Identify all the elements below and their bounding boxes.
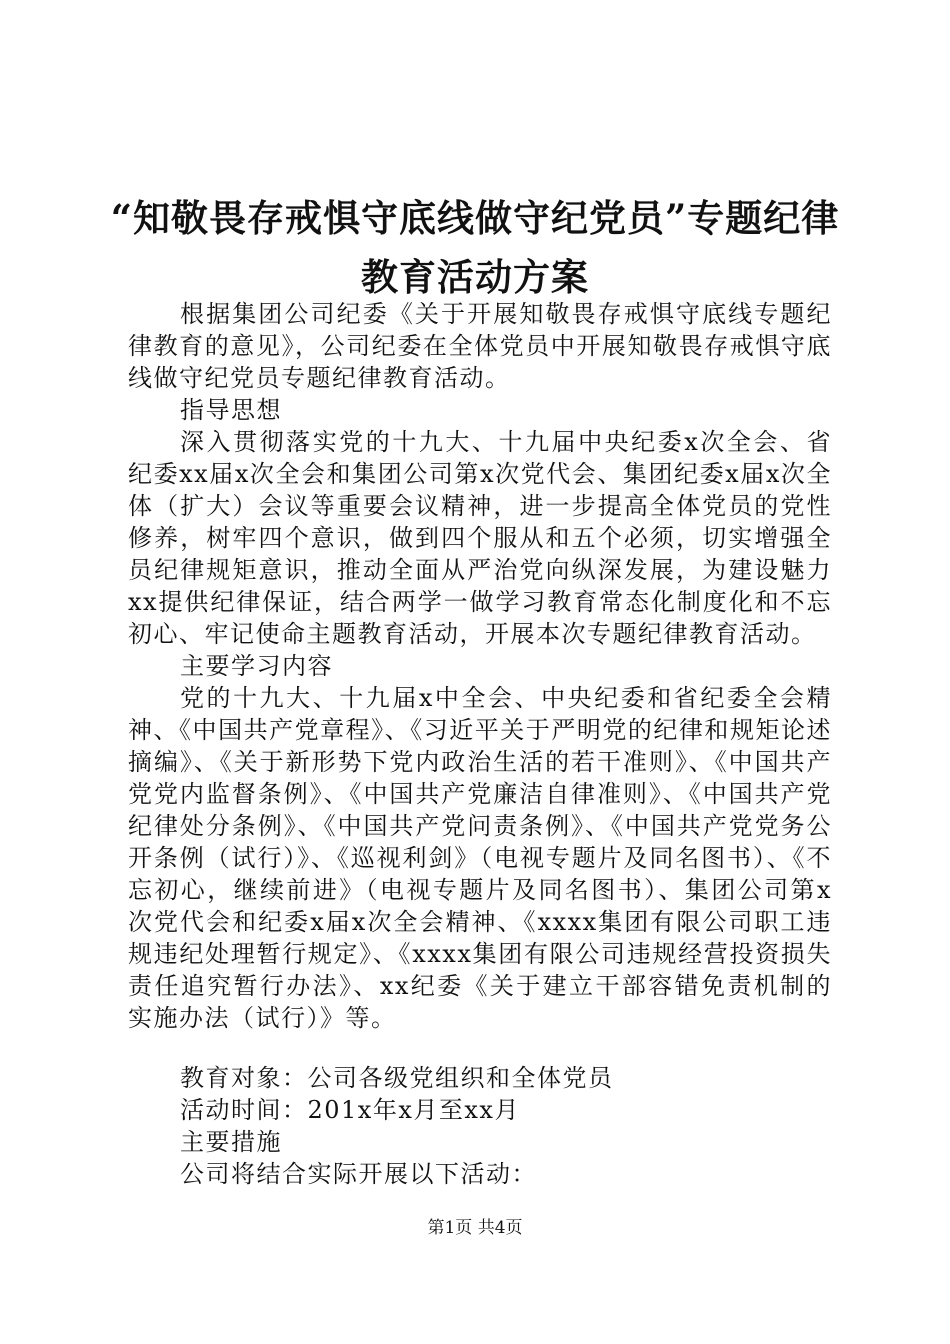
document-title-line2: 教育活动方案 [361,255,589,299]
content-paragraph: 党的十九大、十九届x中全会、中央纪委和省纪委全会精神、《中国共产党章程》、《习近平关于严明党的纪律和规矩论述摘编》、《关于新形势下党内政治生活的若干准则》、《中国共产党党内监督条例》、《中国共产党廉洁自律准则》、《中国共产党纪律处分条例》、《中国共产党问责条例》、《中国共产党党务公开条例（试行）》、《巡视利剑》（电视专题片及同名图书）、《不忘初心，继续前进》（电视专题片及同名图书）、集团公司第x次党代会和纪委x届x次全会精神、《xxxx集团有限公司职工违规违纪处理暂行规定》、《xxxx集团有限公司违规经营投资损失责任追究暂行办法》、xx纪委《关于建立干部容错免责机制的实施办法（试行）》等。 [128,684,832,1032]
document-title-line1: “知敬畏存戒惧守底线做守纪党员”专题纪律 [110,196,840,240]
page-footer: 第1页 共4页 [427,1218,523,1238]
section-heading-content: 主要学习内容 [180,652,333,680]
paragraph-gap [128,1034,832,1062]
section-heading-guidance: 指导思想 [180,396,282,424]
section-heading-measures: 主要措施 [180,1128,282,1156]
intro-paragraph: 根据集团公司纪委《关于开展知敬畏存戒惧守底线专题纪律教育的意见》，公司纪委在全体党员中开展知敬畏存戒惧守底线做守纪党员专题纪律教育活动。 [128,300,832,392]
education-target: 教育对象：公司各级党组织和全体党员 [180,1064,614,1092]
document-body [128,298,832,1190]
measures-intro: 公司将结合实际开展以下活动： [180,1160,537,1188]
guidance-paragraph: 深入贯彻落实党的十九大、十九届中央纪委x次全会、省纪委xx届x次全会和集团公司第x次党代会、集团纪委x届x次全体（扩大）会议等重要会议精神，进一步提高全体党员的党性修养，树牢四个意识，做到四个服从和五个必须，切实增强全员纪律规矩意识，推动全面从严治党向纵深发展，为建设魅力xx提供纪律保证，结合两学一做学习教育常态化制度化和不忘初心、牢记使命主题教育活动，开展本次专题纪律教育活动。 [128,428,832,648]
activity-time: 活动时间：201x年x月至xx月 [180,1096,520,1124]
